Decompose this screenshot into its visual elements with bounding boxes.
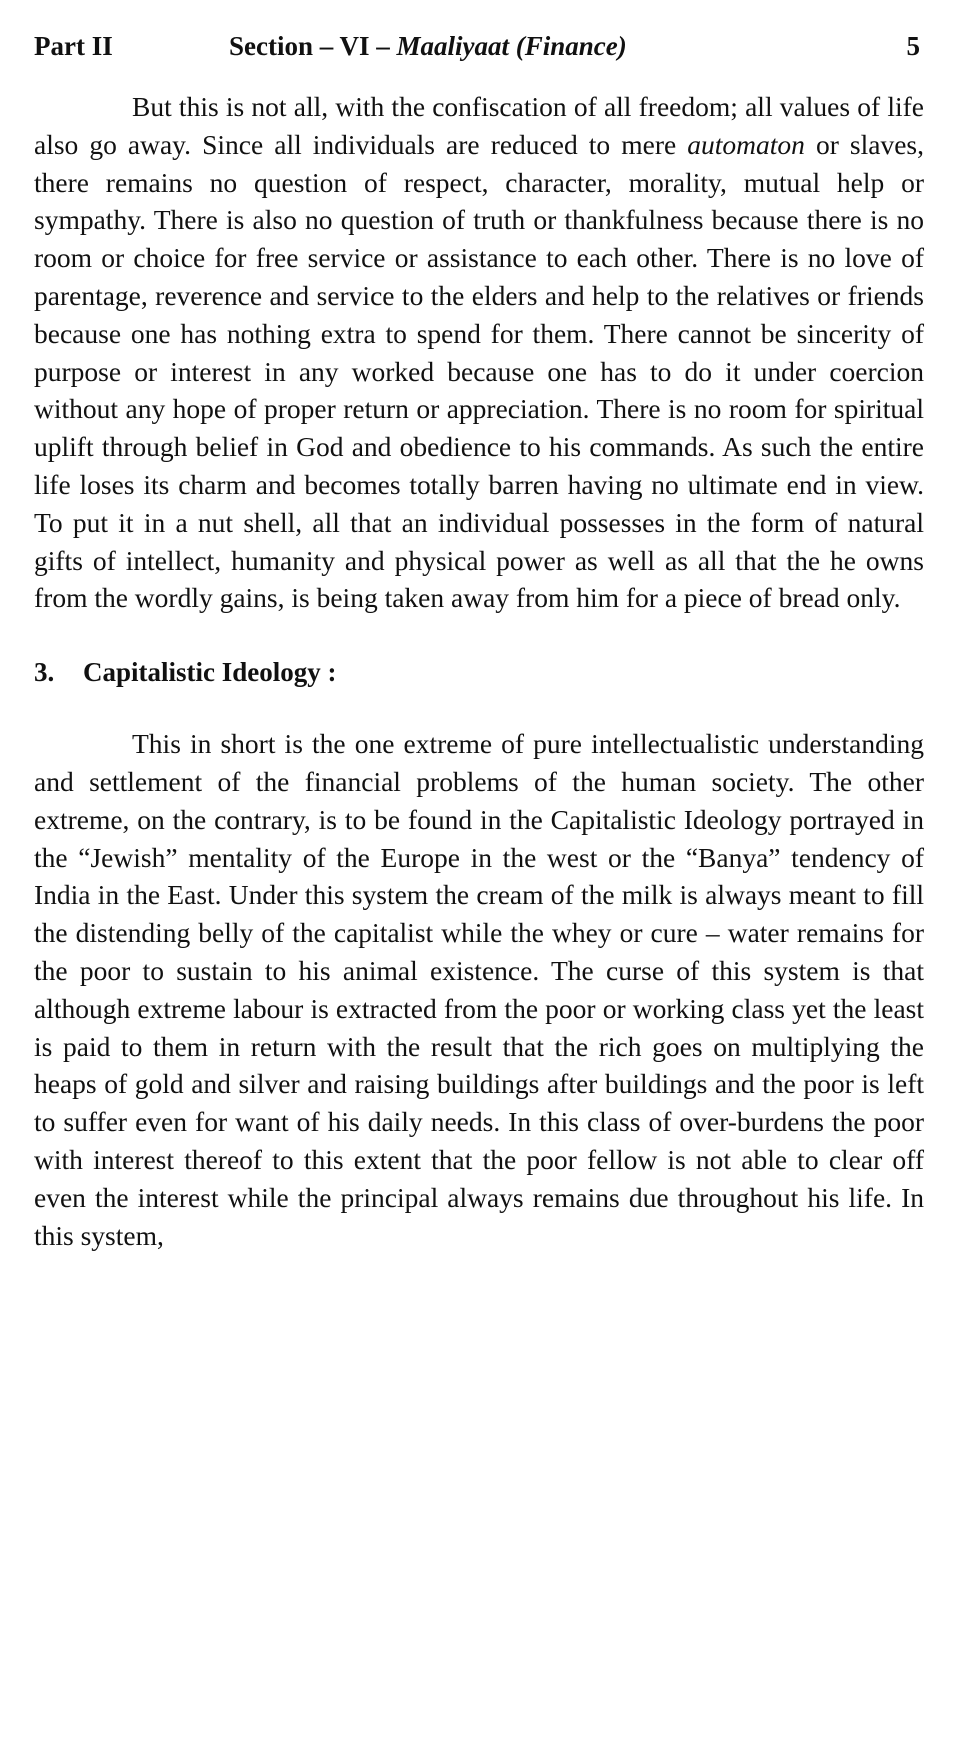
italic-term: automaton: [687, 128, 805, 160]
paragraph-capitalistic: This in short is the one extreme of pure intellectualistic understanding and settlement of the financial problems of the human society. The other extreme, on the contrary, is to be found in the Capitalistic Ideology portrayed in the “Jewish” mentality of the Europe in the west or the “Banya” tendency of India in the East. Under this system the cream of the milk is always meant to fill the distending belly of the capitalist while the whey or cure – water remains for the poor to sustain to his animal existence. The curse of this system is that although extreme labour is extracted from the poor or working class yet the least is paid to them in return with the result that the rich goes on multiplying the heaps of gold and silver and raising buildings after buildings and the poor is left to suffer even for want of his daily needs. In this class of over-burdens the poor with interest thereof to this extent that the poor fellow is not able to clear off even the interest while the principal always remains due throughout his life. In this system,: [34, 728, 924, 1251]
paragraph-confiscation: [34, 88, 924, 617]
section-prefix: Section – VI –: [229, 31, 397, 61]
page-number: 5: [906, 31, 920, 61]
running-header: [34, 26, 924, 66]
document-page: [34, 26, 924, 1254]
part-label: Part II: [34, 31, 113, 61]
heading-title: Capitalistic Ideology :: [83, 657, 337, 688]
paragraph-text-end: or slaves, there remains no question of respect, character, morality, mutual help or sympathy. There is also no question of truth or thankfulness because there is no room or choice for free service or assistance to each other. There is no love of parentage, reverence and service to the elders and help to the relatives or friends because one has nothing extra to spend for them. There cannot be sincerity of purpose or interest in any worked because one has to do it under coercion without any hope of proper return or appreciation. There is no room for spiritual uplift through belief in God and obedience to his commands. As such the entire life loses its charm and becomes totally barren having no ultimate end in view. To put it in a nut shell, all that an individual possesses in the form of natural gifts of intellect, humanity and physical power as well as all that the he owns from the wordly gains, is being taken away from him for a piece of bread only.: [34, 128, 924, 614]
finance-title: Maaliyaat (Finance): [396, 31, 627, 61]
paragraph-text-start: But this is not all, with the confiscation of all freedom; all values of life also go away. Since all individuals are reduced to mere: [34, 91, 924, 160]
section-title: [229, 26, 627, 66]
section-heading: [34, 653, 924, 691]
heading-number: 3.: [34, 657, 55, 688]
